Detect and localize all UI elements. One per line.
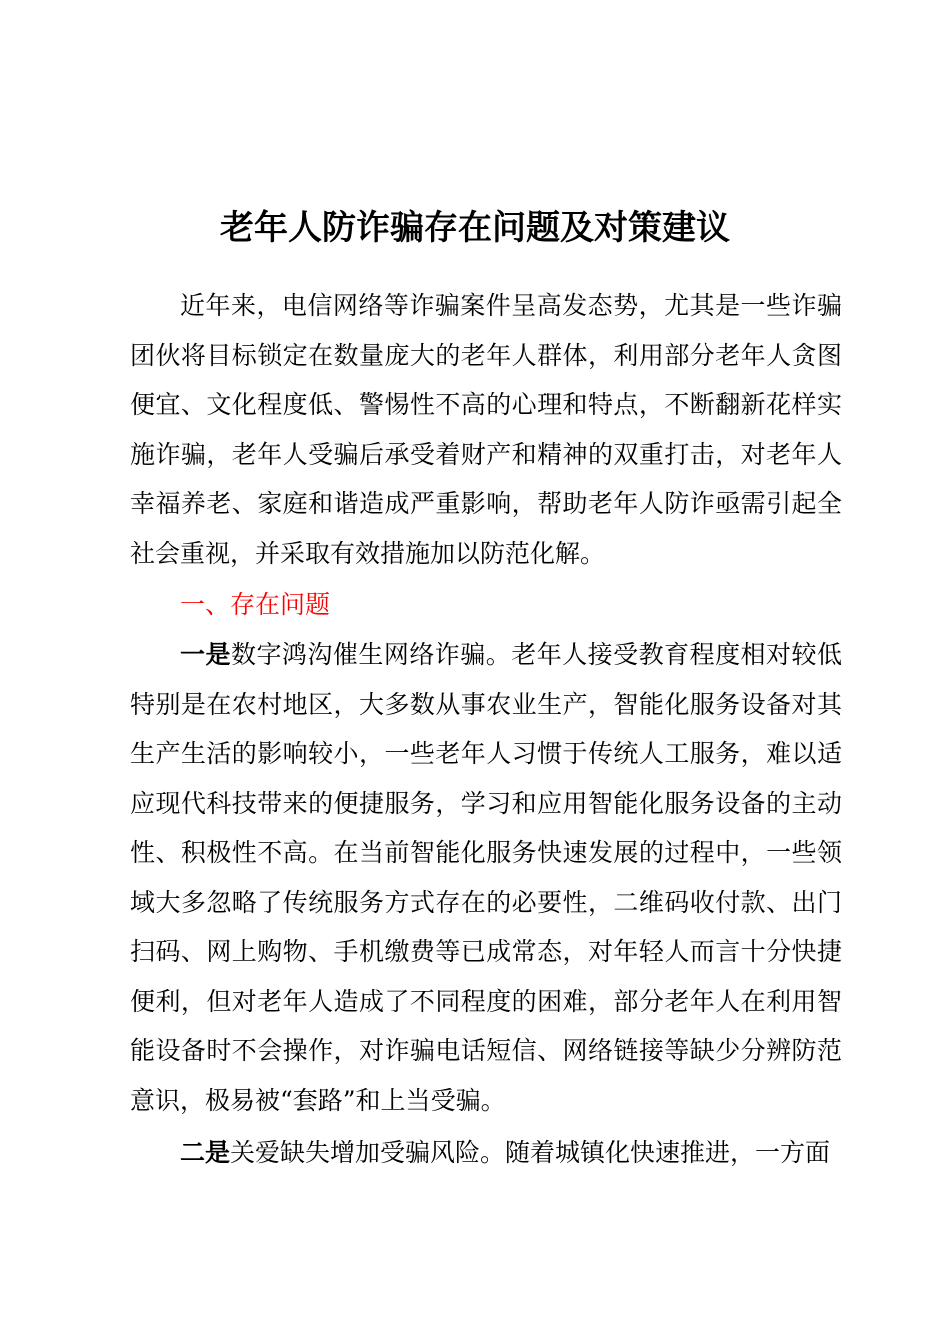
problem-item-1 (130, 630, 842, 1125)
item-2-text: 关爱缺失增加受骗风险。随着城镇化快速推进，一方面 (230, 1138, 831, 1167)
intro-paragraph: 近年来，电信网络等诈骗案件呈高发态势，尤其是一些诈骗团伙将目标锁定在数量庞大的老年人群体，利用部分老年人贪图便宜、文化程度低、警惕性不高的心理和特点，不断翻新花样实施诈骗，老年人受骗后承受着财产和精神的双重打击，对老年人幸福养老、家庭和谐造成严重影响，帮助老年人防诈亟需引起全社会重视，并采取有效措施加以防范化解。 (130, 291, 842, 568)
item-1-lead: 一是 (180, 640, 231, 669)
item-1-text: 数字鸿沟催生网络诈骗。老年人接受教育程度相对较低特别是在农村地区，大多数从事农业生产，智能化服务设备对其生产生活的影响较小，一些老年人习惯于传统人工服务，难以适应现代科技带来的便捷服务，学习和应用智能化服务设备的主动性、积极性不高。在当前智能化服务快速发展的过程中，一些领域大多忽略了传统服务方式存在的必要性，二维码收付款、出门扫码、网上购物、手机缴费等已成常态，对年轻人而言十分快捷便利，但对老年人造成了不同程度的困难，部分老年人在利用智能设备时不会操作，对诈骗电话短信、网络链接等缺少分辨防范意识，极易被“套路”和上当受骗。 (130, 640, 842, 1115)
document-title: 老年人防诈骗存在问题及对策建议 (220, 208, 730, 248)
item-2-lead: 二是 (180, 1138, 231, 1167)
problem-item-2 (130, 1128, 842, 1178)
section-heading-problems: 一、存在问题 (180, 590, 331, 619)
